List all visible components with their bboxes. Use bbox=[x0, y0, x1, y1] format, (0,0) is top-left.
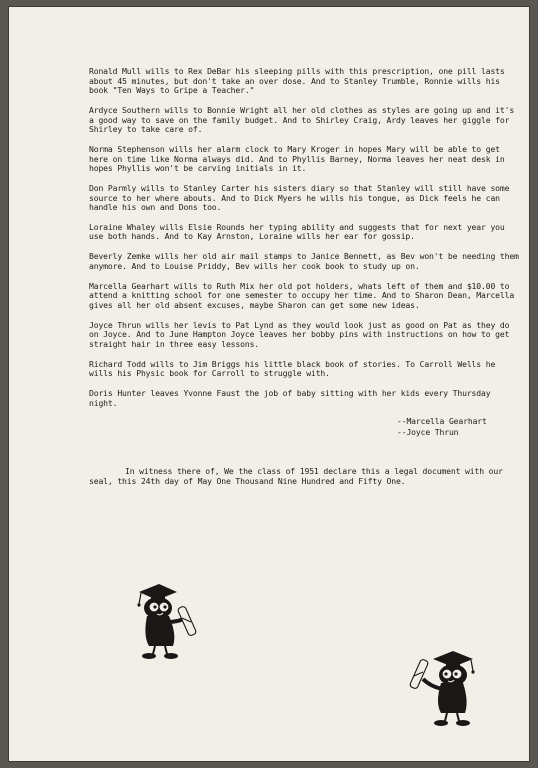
will-paragraph: Ronald Mull wills to Rex DeBar his sleeping pills with this prescription, one pill lasts about 45 minutes, but don't take an over dose. And to Stanley Trumble, Ronnie wills his book "Ten Ways to Gripe a Teacher." bbox=[89, 66, 505, 96]
will-paragraph: Joyce Thrun wills her levis to Pat Lynd as they would look just as good on Pat as they do on Joyce. And to June Hampton Joyce leaves her bobby pins with instructions on how to get straight hair in three easy lessons. bbox=[89, 319, 510, 349]
witness-statement: In witness there of, We the class of 1951 declare this a legal document with our seal, this 24th day of May One Thousand Nine Hundred and Fifty One. bbox=[89, 466, 503, 486]
document-page bbox=[8, 6, 530, 762]
document-text bbox=[89, 67, 519, 486]
will-paragraph: Norma Stephenson wills her alarm clock to Mary Kroger in hopes Mary will be able to get here on time like Norma always did. And to Phyllis Barney, Norma leaves her neat desk in hopes Phyllis won't be carving initials in it. bbox=[89, 143, 505, 174]
will-paragraph: Ardyce Southern wills to Bonnie Wright all her old clothes as styles are going up and it's a good way to save on the family budget. And to Shirley Craig, Ardy leaves her giggle for Shirley to take care of. bbox=[89, 104, 515, 135]
will-paragraph: Don Parmly wills to Stanley Carter his sisters diary so that Stanley will still have some source to her where abouts. And to Dick Myers he wills his tongue, as Dick feels he can handle his own and Dons too. bbox=[89, 182, 510, 213]
graduate-owl-icon bbox=[401, 649, 479, 729]
signature-line: --Marcella Gearhart bbox=[397, 416, 487, 427]
will-paragraph: Richard Todd wills to Jim Briggs his little black book of stories. To Carroll Wells he wills his Physic book for Carroll to struggle with. bbox=[89, 358, 496, 379]
signature-line: --Joyce Thrun bbox=[397, 426, 459, 437]
will-paragraph: Doris Hunter leaves Yvonne Faust the job of baby sitting with her kids every Thursday night. bbox=[89, 387, 491, 408]
signature-block bbox=[89, 416, 519, 437]
will-paragraph: Loraine Whaley wills Elsie Rounds her typing ability and suggests that for next year you use both hands. And to Kay Arnston, Loraine wills her ear for gossip. bbox=[89, 221, 505, 242]
will-paragraph: Beverly Zemke wills her old air mail stamps to Janice Bennett, as Bev won't be needing them anymore. And to Louise Priddy, Bev wills her cook book to study up on. bbox=[89, 251, 519, 271]
will-paragraph: Marcella Gearhart wills to Ruth Mix her old pot holders, whats left of them and $10.00 to attend a knitting school for one semester to occupy her time. And to Sharon Dean, Marcella gives all her old absent excuses, maybe Sharon can get some new ideas. bbox=[89, 280, 515, 310]
graduate-owl-icon bbox=[133, 582, 211, 662]
